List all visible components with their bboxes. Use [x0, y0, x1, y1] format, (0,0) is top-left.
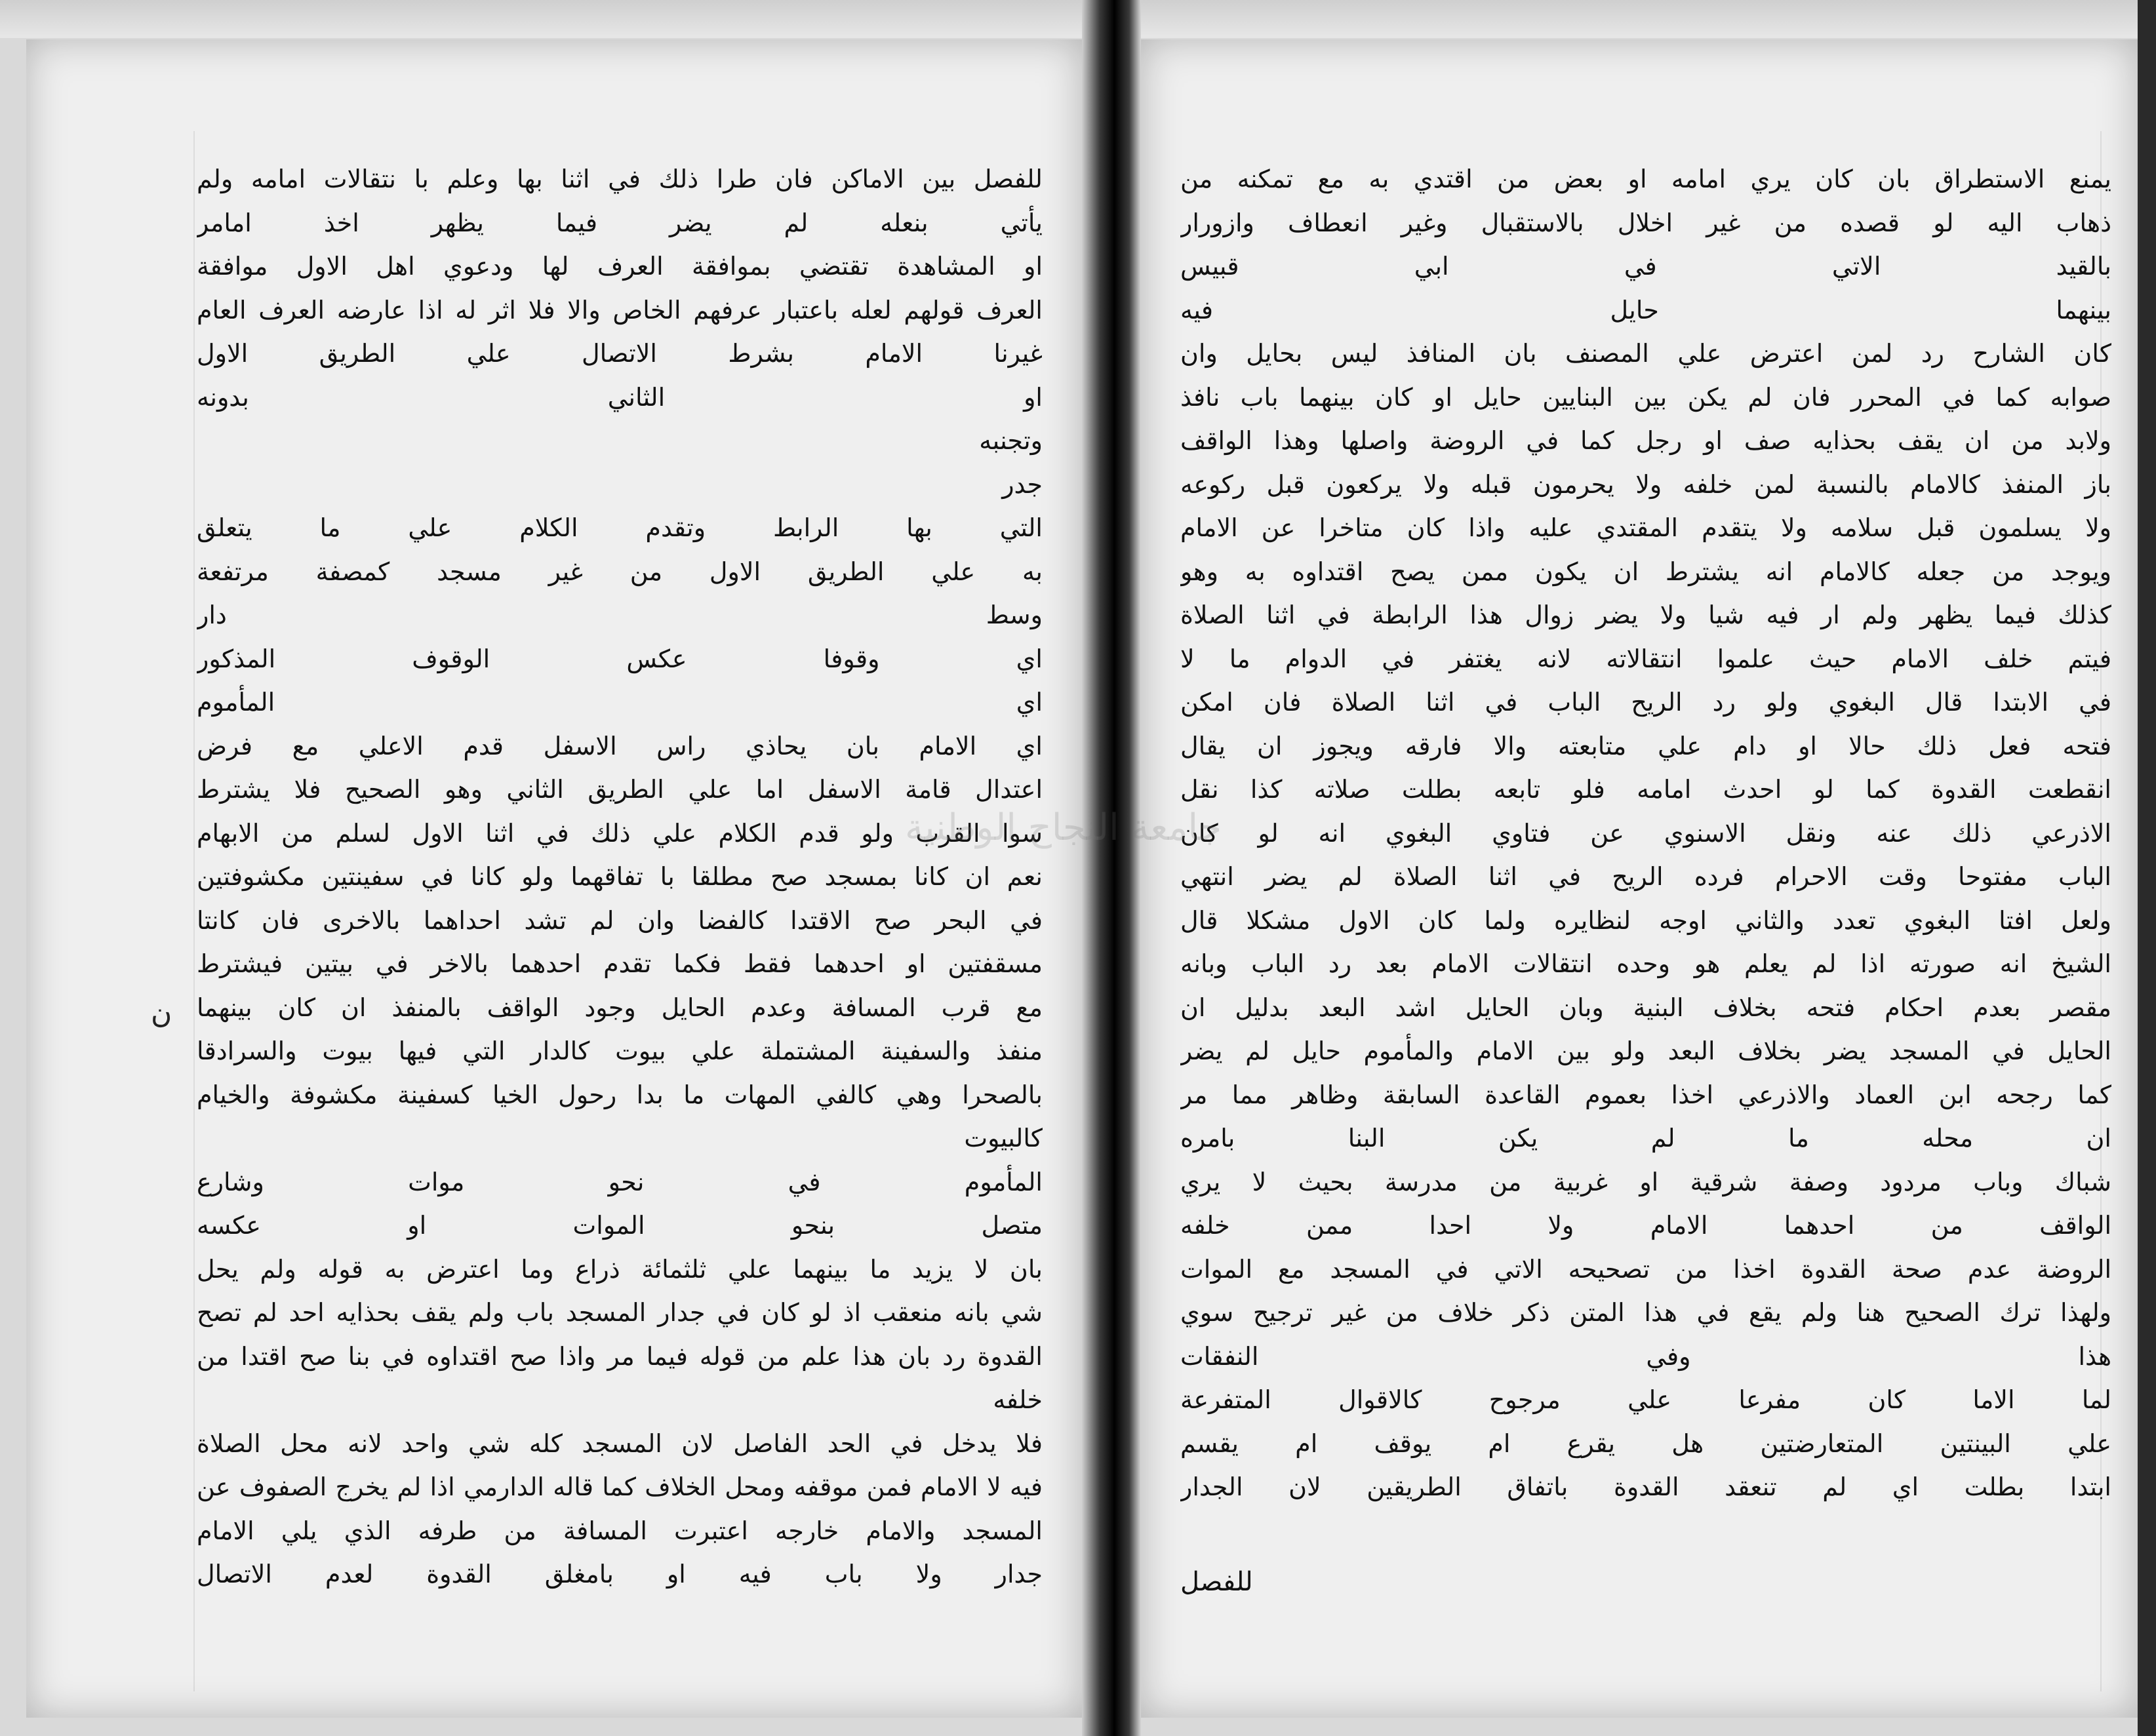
manuscript-line: وسط دار — [197, 601, 1043, 629]
manuscript-line: كالبيوت — [964, 1124, 1043, 1153]
manuscript-line: غيرنا الامام بشرط الاتصال علي الطريق الاول — [197, 339, 1043, 368]
manuscript-line: لما الاما كان مفرعا علي مرجوح كالاقوال المتفرعة — [1180, 1385, 2111, 1414]
manuscript-line: ولهذا ترك الصحيح هنا ولم يقع في هذا المتن ذكر خلاف من غير ترجيح سوي — [1180, 1298, 2111, 1327]
top-edge-shadow — [0, 0, 2156, 38]
manuscript-line: الروضة عدم صحة القدوة اخذا من تصحيحه الاتي في المسجد مع الموات — [1180, 1254, 2111, 1284]
right-page-text-block — [1180, 157, 2111, 1678]
manuscript-line: هذا وفي النفقات — [1180, 1341, 2111, 1371]
manuscript-line: به علي الطريق الاول من غير مسجد كمصفة مرتفعة — [197, 557, 1043, 586]
manuscript-line: اعتدال قامة الاسفل اما علي الطريق الثاني وهو الصحيح فلا يشترط — [197, 775, 1043, 804]
manuscript-line: علي البينتين المتعارضتين هل يقرع ام يوقف ام يقسم — [1180, 1429, 2111, 1458]
manuscript-line: فيه لا الامام فمن موقفه ومحل الخلاف كما قاله الدارمي اذا لم يخرج الصفوف عن — [197, 1472, 1043, 1501]
manuscript-line: ويوجد من جعله كالامام انه يشترط ان يكون ممن يصح اقتداوه به وهو — [1180, 557, 2111, 586]
manuscript-line: المأموم في نحو موات وشارع — [197, 1167, 1043, 1196]
manuscript-line: كما رجحه ابن العماد والاذرعي اخذا بعموم القاعدة السابقة وظاهر مما مر — [1180, 1080, 2111, 1109]
manuscript-line: كان الشارح رد لمن اعترض علي المصنف بان المنافذ ليس بحايل وان — [1180, 339, 2111, 368]
manuscript-line: ولابد من ان يقف بحذايه صف او رجل كما في الروضة واصلها وهذا الواقف — [1180, 426, 2111, 455]
manuscript-line: الشيخ انه صورته اذا لم يعلم هو وحده انتقالات الامام بعد رد الباب وبانه — [1180, 949, 2111, 978]
left-manuscript-page — [26, 39, 1082, 1718]
manuscript-line: باز المنفذ كالامام بالنسبة لمن خلفه ولا يحرمون قبله ولا يركعون قبل ركوعه — [1180, 469, 2111, 499]
library-watermark: جامعة النجاح الوطنية — [905, 806, 1222, 849]
manuscript-line: منفذ والسفينة المشتملة علي بيوت كالدار التي فيها بيوت والسرادقا — [197, 1036, 1043, 1065]
manuscript-line: القدوة رد بان هذا علم من قوله فيما مر واذا صح اقتداوه في بنا صح اقتدا من — [197, 1341, 1043, 1371]
manuscript-line: او المشاهدة تقتضي بموافقة العرف لها ودعوي اهل الاول موافقة — [197, 252, 1043, 281]
manuscript-line: اي وقوفا عكس الوقوف المذكور — [197, 644, 1043, 673]
manuscript-line: مع قرب المسافة وعدم الحايل وجود الواقف بالمنفذ ان كان بينهما — [197, 993, 1043, 1022]
manuscript-line: جدر — [1002, 469, 1043, 499]
manuscript-line: في البحر صح الاقتدا كالفضا وان لم تشد احداهما بالاخرى فان كانتا — [197, 905, 1043, 935]
manuscript-line: متصل بنحو الموات او عكسه — [197, 1211, 1043, 1240]
left-page-margin-rule — [193, 131, 195, 1691]
manuscript-line: الاذرعي ذلك عنه ونقل الاسنوي عن فتاوي البغوي انه لو كان — [1180, 818, 2111, 848]
manuscript-line: نعم ان كانا بمسجد صح مطلقا با تفاقهما ولو كانا في سفينتين مكشوفتين — [197, 862, 1043, 891]
manuscript-line: المسجد والامام خارجه اعتبرت المسافة من طرفه الذي يلي الامام — [197, 1516, 1043, 1545]
manuscript-line: انقطعت القدوة كما لو احدث امامه فلو تابعه بطلت صلاته كذا نقل — [1180, 775, 2111, 804]
manuscript-line: فيتم خلف الامام حيث علموا انتقالاته لانه يغتفر في الدوام ما لا — [1180, 644, 2111, 673]
manuscript-line: الواقف من احدهما الامام ولا احدا ممن خلفه — [1180, 1211, 2111, 1240]
book-gutter — [1082, 0, 1141, 1736]
manuscript-line: اي الامام بان يحاذي راس الاسفل قدم الاعلي مع فرض — [197, 731, 1043, 760]
right-manuscript-page — [1141, 39, 2138, 1718]
manuscript-line: او الثاني بدونه — [197, 382, 1043, 412]
scan-right-edge — [2138, 0, 2156, 1736]
manuscript-line: وتجنبه — [979, 426, 1043, 455]
manuscript-line: بان لا يزيد ما بينهما علي ثلثمائة ذراع وما اعترض به قوله ولم يحل — [197, 1254, 1043, 1284]
manuscript-line: مسقفتين او احدهما فقط فكما تقدم احدهما بالاخر في بيتين فيشترط — [197, 949, 1043, 978]
manuscript-line: فلا يدخل في الحد الفاصل لان المسجد كله شي واحد لانه محل الصلاة — [197, 1429, 1043, 1458]
manuscript-line: صوابه كما في المحرر فان لم يكن بين البنايين حايل او كان بينهما باب نافذ — [1180, 382, 2111, 412]
manuscript-line: يأتي بنعله لم يضر فيما يظهر اخذ امامر — [197, 208, 1043, 237]
manuscript-line: جدار ولا باب فيه او بامغلق القدوة لعدم الاتصال — [197, 1560, 1043, 1588]
manuscript-line: بينهما حايل فيه — [1180, 295, 2111, 325]
catchword: للفصل — [1180, 1567, 1253, 1597]
manuscript-line: بالصحرا وهي كالفي المهات ما بدا رحول الخيا كسفينة مكشوفة والخيام — [197, 1080, 1043, 1109]
manuscript-line: للفصل بين الاماكن فان طرا ذلك في اثنا بها وعلم با نتقالات امامه ولم — [197, 165, 1043, 193]
manuscript-line: فتحه فعل ذلك حالا او دام علي متابعته والا فارقه ويجوز ان يقال — [1180, 731, 2111, 760]
manuscript-line: الحايل في المسجد يضر بخلاف البعد ولو بين الامام والمأموم حايل لم يضر — [1180, 1036, 2111, 1065]
manuscript-line: التي بها الرابط وتقدم الكلام علي ما يتعلق — [197, 513, 1043, 542]
manuscript-line: اي المأموم — [197, 688, 1043, 717]
manuscript-line: خلفه — [993, 1385, 1043, 1414]
manuscript-line: ولا يسلمون قبل سلامه ولا يتقدم المقتدي عليه واذا كان متاخرا عن الامام — [1180, 513, 2111, 542]
manuscript-line: شي بانه منعقب اذ لو كان في جدار المسجد باب ولم يقف بحذايه احد لم تصح — [197, 1298, 1043, 1327]
left-page-text-block — [197, 157, 1043, 1678]
manuscript-line: الباب مفتوحا وقت الاحرام فرده الريح في اثنا الصلاة لم يضر انتهي — [1180, 862, 2111, 891]
manuscript-line: شباك وباب مردود وصفة شرقية او غربية من مدرسة بحيث لا يري — [1180, 1167, 2111, 1196]
manuscript-line: مقصر بعدم احكام فتحه بخلاف البنية وبان الحايل اشد البعد بدليل ان — [1180, 993, 2111, 1022]
manuscript-line: بالقيد الاتي في ابي قبيس — [1180, 252, 2111, 281]
manuscript-line: في الابتدا قال البغوي ولو رد الريح الباب في اثنا الصلاة فان امكن — [1180, 688, 2111, 717]
manuscript-line: ذهاب اليه لو قصده من غير اخلال بالاستقبال وغير انعطاف وازورار — [1180, 208, 2111, 237]
manuscript-line: ولعل افتا البغوي تعدد والثاني اوجه لنظايره ولما كان الاول مشكلا قال — [1180, 905, 2111, 935]
manuscript-line: ان محله ما لم يكن البنا بامره — [1180, 1124, 2111, 1153]
manuscript-line: العرف قولهم لعله باعتبار عرفهم الخاص والا فلا اثر له اذا عارضه العرف العام — [197, 295, 1043, 325]
manuscript-line: يمنع الاستطراق بان كان يري امامه او بعض من اقتدي به مع تمكنه من — [1180, 165, 2111, 193]
marginal-mark: ن — [151, 996, 172, 1030]
manuscript-line: كذلك فيما يظهر ولم ار فيه شيا ولا يضر زوال هذا الرابطة في اثنا الصلاة — [1180, 601, 2111, 629]
manuscript-line: ابتدا بطلت اي لم تنعقد القدوة باتفاق الطريقين لان الجدار — [1180, 1472, 2111, 1501]
manuscript-line: سوا القرب ولو قدم الكلام علي ذلك في اثنا الاول لسلم من الابهام — [197, 818, 1043, 848]
